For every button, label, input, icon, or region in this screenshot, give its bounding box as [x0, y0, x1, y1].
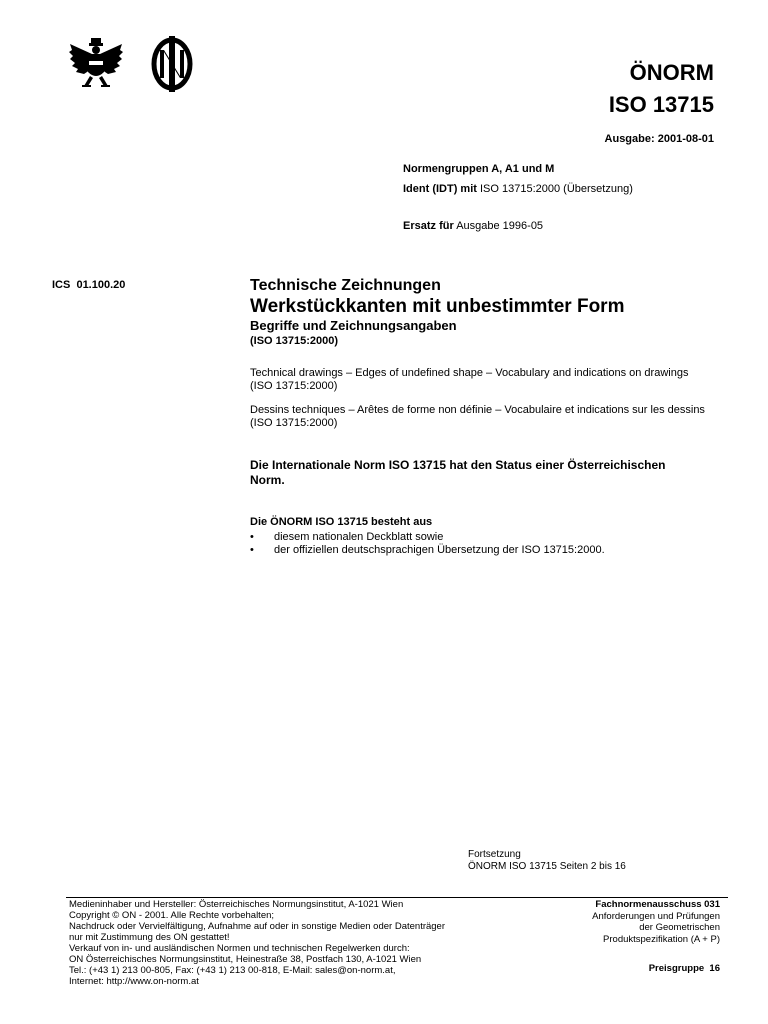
french-title: [250, 404, 720, 430]
title-line-3: Begriffe und Zeichnungsangaben: [250, 318, 457, 333]
price-group: Preisgruppe 16: [648, 963, 720, 974]
standard-name: ÖNORM: [629, 60, 714, 85]
standard-number: ISO 13715: [608, 92, 714, 117]
french-title-line-1: Dessins techniques – Arêtes de forme non définie – Vocabulaire et indications sur les dessins: [250, 404, 705, 416]
ident-line: [403, 183, 633, 195]
list-item: [250, 544, 720, 557]
ident-label: Ident (IDT) mit: [403, 183, 477, 195]
consists-heading: Die ÖNORM ISO 13715 besteht aus: [250, 516, 433, 528]
document-title: [250, 276, 720, 348]
publisher-info: [69, 899, 509, 987]
french-title-line-2: (ISO 13715:2000): [250, 417, 338, 429]
bullet-icon: •: [250, 531, 254, 543]
publisher-line: Nachdruck oder Vervielfältigung, Aufnahme auf oder in sonstige Medien oder Datenträger: [69, 921, 446, 932]
publisher-line: ON Österreichisches Normungsinstitut, Heinestraße 38, Postfach 130, A-1021 Wien: [69, 954, 422, 965]
publisher-line: Copyright © ON - 2001. Alle Rechte vorbehalten;: [69, 910, 275, 921]
publisher-line: Internet: http://www.on-norm.at: [69, 976, 199, 987]
status-line-1: Die Internationale Norm ISO 13715 hat den Status einer Österreichischen: [250, 458, 666, 472]
consists-list: [250, 531, 720, 557]
consists-of-section: [250, 516, 720, 557]
on-norm-logo: [150, 36, 194, 92]
list-item: [250, 531, 720, 544]
title-line-1: Technische Zeichnungen: [250, 277, 441, 294]
list-item-text: diesem nationalen Deckblatt sowie: [274, 531, 444, 543]
issue-value: 2001-08-01: [657, 133, 714, 145]
standard-groups: Normengruppen A, A1 und M: [403, 163, 555, 175]
committee-line: Produktspezifikation (A + P): [603, 933, 720, 945]
replaces-value: Ausgabe 1996-05: [456, 220, 544, 232]
continuation-line-2: ÖNORM ISO 13715 Seiten 2 bis 16: [468, 861, 626, 872]
committee-line: der Geometrischen: [639, 922, 720, 933]
ident-value: ISO 13715:2000 (Übersetzung): [480, 183, 633, 195]
publisher-line: nur mit Zustimmung des ON gestattet!: [69, 932, 230, 943]
publisher-line: Verkauf von in- und ausländischen Normen und technischen Regelwerken durch:: [69, 943, 410, 954]
footer-divider: [66, 897, 728, 898]
replaces-line: [403, 220, 543, 232]
list-item-text: der offiziellen deutschsprachigen Übersetzung der ISO 13715:2000.: [274, 544, 605, 556]
committee-title: Fachnormenausschuss 031: [595, 899, 720, 910]
ics-code: ICS 01.100.20: [52, 279, 126, 291]
committee-line: Anforderungen und Prüfungen: [592, 910, 720, 922]
title-line-2: Werkstückkanten mit unbestimmter Form: [250, 296, 625, 317]
austrian-eagle-logo: [68, 36, 124, 92]
status-line-2: Norm.: [250, 473, 285, 487]
publisher-line: Tel.: (+43 1) 213 00-805, Fax: (+43 1) 213 00-818, E-Mail: sales@on-norm.at,: [69, 965, 396, 976]
issue-date: [605, 133, 714, 145]
bullet-icon: •: [250, 544, 254, 556]
title-line-4: (ISO 13715:2000): [250, 335, 339, 347]
issue-label: Ausgabe:: [604, 133, 655, 145]
replaces-label: Ersatz für: [403, 220, 454, 232]
status-statement: [250, 458, 720, 488]
continuation-line-1: Fortsetzung: [468, 849, 521, 860]
english-title: [250, 367, 720, 393]
publisher-line: Medieninhaber und Hersteller: Österreichisches Normungsinstitut, A-1021 Wien: [69, 899, 404, 910]
english-title-line-2: (ISO 13715:2000): [250, 380, 338, 392]
committee-info: [520, 899, 720, 945]
english-title-line-1: Technical drawings – Edges of undefined shape – Vocabulary and indications on drawings: [250, 367, 689, 379]
continuation-note: [468, 849, 626, 873]
